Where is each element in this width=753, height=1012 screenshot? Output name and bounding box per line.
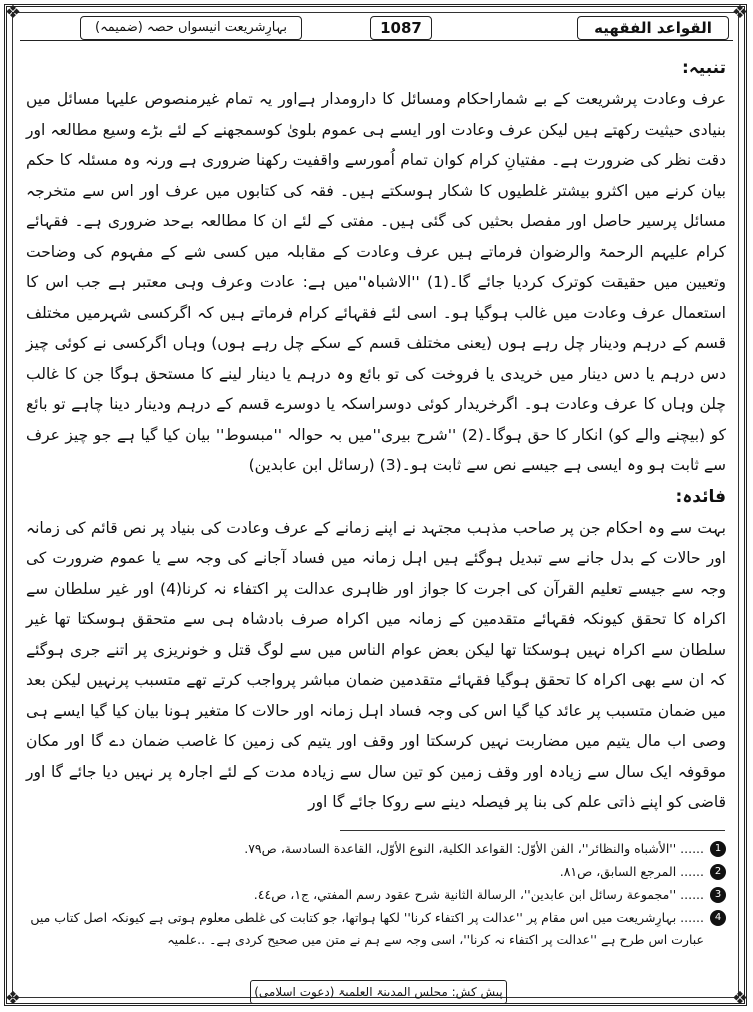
corner-ornament-icon: ❖ — [4, 988, 22, 1009]
footnote-number: 1 — [710, 841, 726, 857]
page-number: 1087 — [370, 16, 432, 40]
corner-ornament-icon: ❖ — [4, 2, 22, 23]
page-header — [20, 14, 733, 41]
footnote-text: ...... ''الأشباه والنظائر''، الفن الأوّل: القواعد الكلية، النوع الأوّل، القاعدة السادسة، ص٧٩. — [244, 841, 704, 856]
footnote-number: 4 — [710, 910, 726, 926]
paragraph: بہت سے وہ احکام جن پر صاحب مذہب مجتہد نے اپنے زمانے کے عرف وعادت کی بنیاد پر نص قائم کی زمانہ اور حالات کے بدل جانے سے تبدیل ہوگئے ہیں اہل زمانہ میں فساد آجانے کی وجہ سے یا عموم ضرورت کی وجہ سے جیسے تعلیم القرآن کی اجرت کا جواز اور ظاہری عدالت پر اکتفاء نہ کرنا(4) اور غیر سلطان سے اکراہ کا تحقق کیونکہ فقہائے متقدمین کے زمانہ میں اکراہ صرف بادشاہ ہی سے متحقق ہوسکتا تھا غیر سلطان سے اکراہ نہیں ہوسکتا تھا لیکن بعض عوام الناس میں سے لوگ قتل و خونریزی پر اتنے جری ہوگئے کہ ان سے بھی اکراہ کا تحقق ہوگیا فقہائے متقدمین ضمان مباشر پرواجب کرتے تھے متسبب پرنہیں لیکن بعد میں ضمان متسبب پر عائد کیا گیا اس کی وجہ فساد اہل زمانہ اور حالات کا متغیر ہونا بیان کیا گیا ایسے ہی وصی اب مال یتیم میں مضاربت نہیں کرسکتا اور وقف اور یتیم کی زمین کا غاصب ضمان دے گا اور مکان موقوفہ ایک سال سے زیادہ اور وقف زمین کو تین سال سے زیادہ مدت کے لئے اجارہ پر نہیں دیا جائے گا اور قاضی کو اپنے ذاتی علم کی بنا پر فیصلہ دینے سے روکا جائے گا اور — [26, 518, 726, 811]
footnote-text: ...... بہارِشریعت میں اس مقام پر ''عدالت پر اکتفاء کرنا'' لکھا ہواتھا، جو کتابت کی غلطی معلوم ہوتی ہے کیونکہ اصل کتاب میں عبارت اس طرح ہے ''عدالت پر اکتفاء نہ کرنا''، اسی وجہ سے ہم نے متن میں صحیح کردی ہے۔ ..علمیہ — [30, 910, 704, 947]
footnote-number: 2 — [710, 864, 726, 880]
chapter-title: القواعد الفقهيه — [577, 16, 729, 40]
footnote-number: 3 — [710, 887, 726, 903]
corner-ornament-icon: ❖ — [731, 2, 749, 23]
publisher-footer: پیش کش: مجلس المدینۃ العلمیۃ (دعوت اسلامی) — [250, 980, 507, 1004]
heading-faida: فائدہ: — [675, 486, 726, 507]
heading-tanbeeh: تنبیہ: — [682, 58, 726, 78]
footnote-item — [26, 838, 726, 860]
footnote-item — [26, 884, 726, 906]
footnote-text: ...... ''مجموعة رسائل ابن عابدين''، الرسالة الثانية شرح عقود رسم المفتي، ج١، ص٤٤. — [253, 887, 704, 902]
footnote-item — [26, 861, 726, 883]
main-content — [26, 52, 726, 818]
footnote-item — [26, 907, 726, 951]
footnote-text: ...... المرجع السابق، ص٨١. — [559, 864, 704, 879]
book-title: بہارِشریعت انیسواں حصہ (ضمیمہ) — [80, 16, 302, 40]
footnotes — [26, 838, 726, 952]
footnote-separator — [340, 830, 725, 831]
corner-ornament-icon: ❖ — [731, 988, 749, 1009]
paragraph: عرف وعادت پرشریعت کے بے شماراحکام ومسائل کا دارومدار ہےاور یہ تمام غیرمنصوص علیہا مسائل میں بنیادی حیثیت رکھتے ہیں لیکن عرف وعادت اور ایسے ہی عموم بلویٰ کوسمجھنے کے لئے بڑے وسیع مطالعہ اور دقت نظر کی ضرورت ہے۔ مفتیانِ کرام کوان تمام اُمورسے واقفیت رکھنا ضروری ہے ورنہ وہ مسئلہ کا حکم بیان کرنے میں اکثرو بیشتر غلطیوں کا شکار ہوسکتے ہیں۔ فقہ کی کتابوں میں عرف اور اس سے متخرجہ مسائل پرسیر حاصل اور مفصل بحثیں کی گئی ہیں۔ مفتی کے لئے ان کا مطالعہ بےحد ضروری ہے۔ فقہائے کرام علیہم الرحمۃ والرضوان فرماتے ہیں عرف وعادت کے مقابلہ میں کسی شے کے مفہوم کی وضاحت وتعیین میں حقیقت کوترک کردیا جائے گا۔(1) ''الاشباہ''میں ہے: عادت وعرف وہی معتبر ہے جب اس کا استعمال عرف وعادت میں غالب ہوگیا ہو۔ اسی لئے فقہائے کرام فرماتے ہیں کہ اگرکسی شہرمیں مختلف قسم کے درہم ودینار چل رہے ہوں (یعنی مختلف قسم کے سکے چل رہے ہوں) وہاں اگرکسی نے کوئی چیز دس درہم یا دس دینار میں خریدی یا فروخت کی تو بائع وہ درہم یا دینار لینے کا مستحق ہوگا جن کا غالب چلن وہاں کا عرف وعادت ہو۔ اگرخریدار کوئی دوسراسکہ یا دوسرے قسم کے درہم ودینار دینا چاہے تو بائع کو (بیچنے والے کو) انکار کا حق ہوگا۔(2) ''شرح بیری''میں بہ حوالہ ''مبسوط'' بیان کیا گیا ہے جو چیز عرف سے ثابت ہو وہ ایسی ہے جیسے نص سے ثابت ہو۔(3) (رسائل ابن عابدین) — [26, 90, 726, 474]
